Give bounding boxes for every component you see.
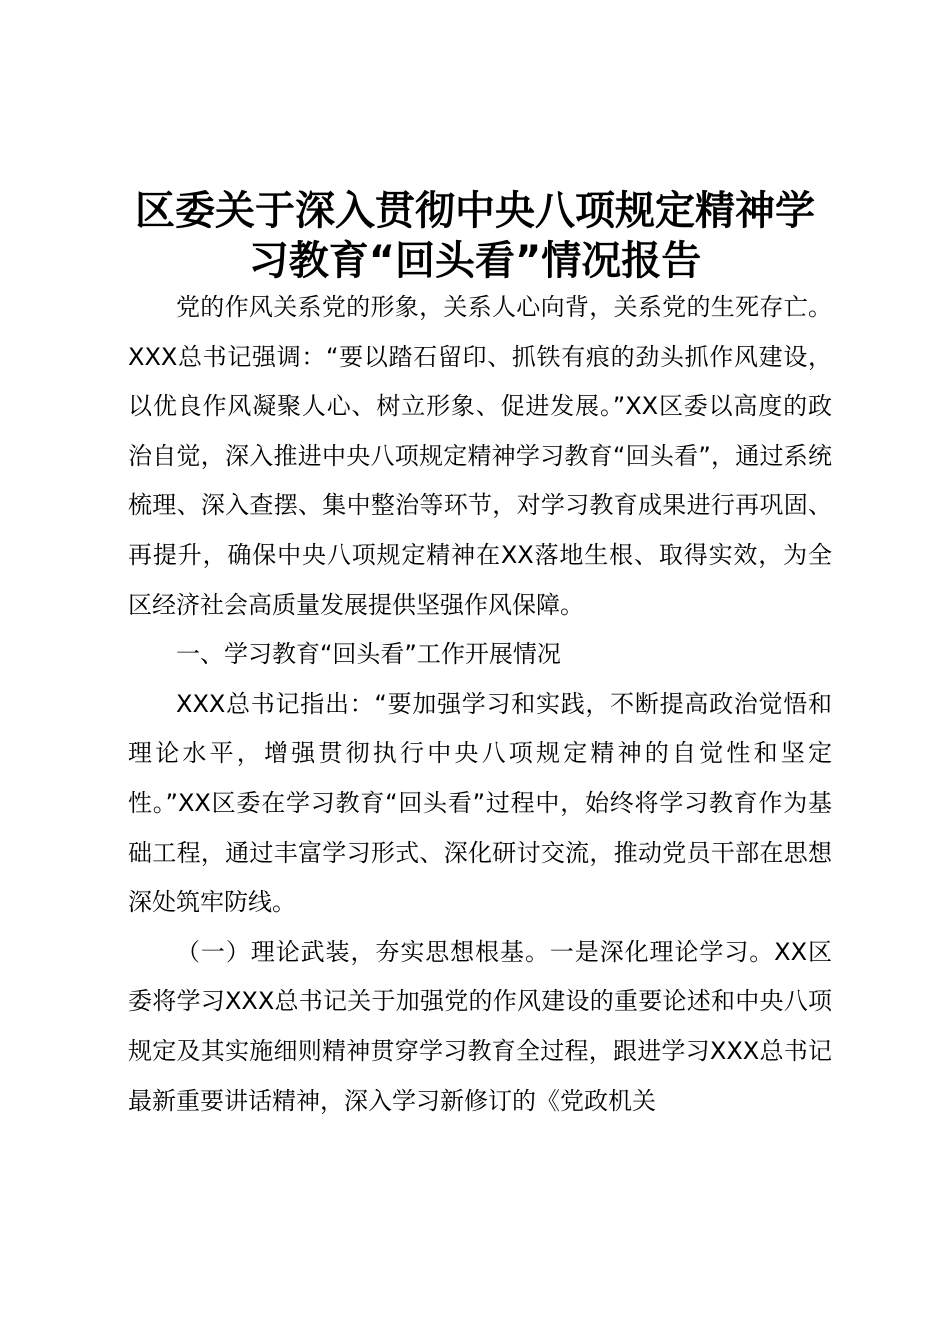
document-body — [128, 283, 832, 1126]
paragraph-subsection-1: （一）理论武装，夯实思想根基。一是深化理论学习。XX区委将学习XXX总书记关于加强党的作风建设的重要论述和中央八项规定及其实施细则精神贯穿学习教育全过程，跟进学习XXX总书记最新重要讲话精神，深入学习新修订的《党政机关 — [128, 937, 832, 1115]
paragraph-intro: 党的作风关系党的形象，关系人心向背，关系党的生死存亡。XXX总书记强调：“要以踏石留印、抓铁有痕的劲头抓作风建设，以优良作风凝聚人心、树立形象、促进发展。”XX区委以高度的政治自觉，深入推进中央八项规定精神学习教育“回头看”，通过系统梳理、深入查摆、集中整治等环节，对学习教育成果进行再巩固、再提升，确保中央八项规定精神在XX落地生根、取得实效，为全区经济社会高质量发展提供坚强作风保障。 — [128, 293, 832, 619]
document-title — [110, 186, 840, 286]
section-heading-1: 一、学习教育“回头看”工作开展情况 — [176, 640, 561, 669]
paragraph-section-1: XXX总书记指出：“要加强学习和实践，不断提高政治觉悟和理论水平，增强贯彻执行中央八项规定精神的自觉性和坚定性。”XX区委在学习教育“回头看”过程中，始终将学习教育作为基础工程，通过丰富学习形式、深化研讨交流，推动党员干部在思想深处筑牢防线。 — [128, 689, 832, 917]
title-line-2: 习教育“回头看”情况报告 — [248, 238, 702, 284]
title-line-1: 区委关于深入贯彻中央八项规定精神学 — [135, 188, 815, 234]
